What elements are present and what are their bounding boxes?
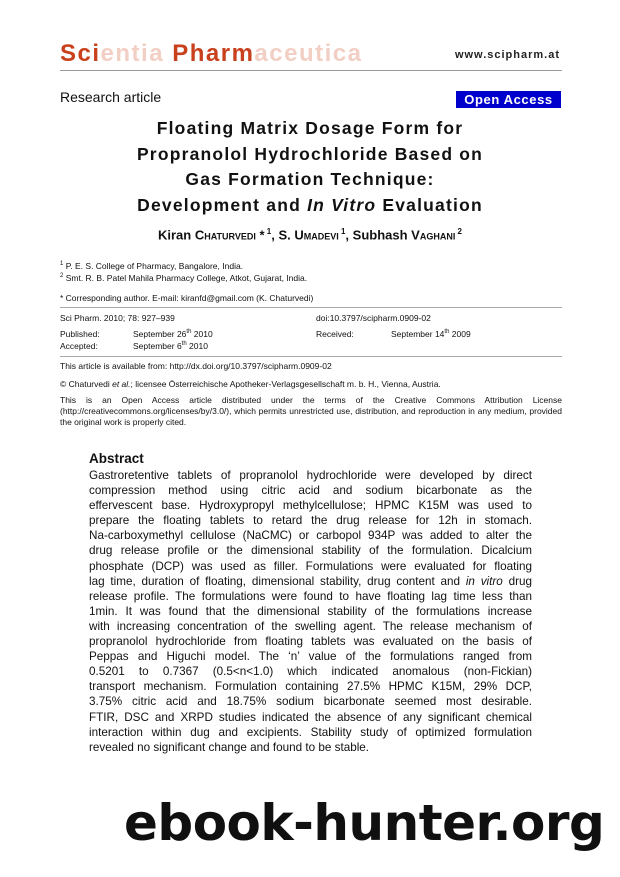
copyright-start: © Chaturvedi [60,379,113,389]
copyright-end: ; licensee Österreichische Apotheker-Verlagsgesellschaft m. b. H., Vienna, Austria. [130,379,441,389]
published-date [133,329,213,339]
logo-part-pharm: Pharm [172,40,255,67]
abstract-line: phosphate (DCP) was used as filler. Formulations were evaluated for floating [89,559,532,573]
published-ordinal: th [186,329,192,336]
journal-masthead [60,40,562,71]
author-1-first: Kiran [157,227,195,243]
corresponding-author: * Corresponding author. E-mail: kiranfd@gmail.com (K. Chaturvedi) [60,293,314,303]
abstract-line: compression method using citric acid and sodium bicarbonate as the [89,484,532,498]
abstract-line: Na-carboxymethyl cellulose (NaCMC) or carbopol 934P was added to alter the [89,529,532,543]
availability-statement[interactable]: This article is available from: http://dx.doi.org/10.3797/scipharm.0909-02 [60,361,332,371]
received-year: 2009 [449,329,471,339]
journal-website-link[interactable]: www.scipharm.at [454,49,560,61]
affiliation-1 [60,261,243,271]
copyright-et-al: et al. [112,379,131,389]
abstract-heading: Abstract [89,451,144,466]
published-day: September 26 [133,329,187,339]
abstract-line: 1min. It was found that the dimensional stability of the formulations increase [89,604,532,618]
affiliation-2-text: Smt. R. B. Patel Mahila Pharmacy College, Atkot, Gujarat, India. [63,273,308,283]
logo-part-entia: entia [100,40,173,67]
article-title [90,116,530,218]
published-year: 2010 [191,329,213,339]
title-line-4-end: Evaluation [376,194,483,215]
abstract-line: Peppas and Higuchi model. The ‘n’ value of the formulations ranged from [89,650,532,664]
accepted-ordinal: th [181,341,187,348]
abstract-line: effervescent base. Hydroxypropyl methylcellulose; HPMC K15M was used to [89,499,532,513]
published-label: Published: [60,329,100,339]
received-ordinal: th [444,329,450,336]
author-1-last: Chaturvedi [194,227,256,243]
open-access-badge: Open Access [456,91,561,108]
received-label: Received: [316,329,354,339]
author-1-affiliation-ref: 1 [264,227,272,236]
logo-part-aceutica: aceutica [254,40,363,67]
article-type-label: Research article [60,89,162,105]
title-line-4 [90,193,530,219]
divider-bottom [60,356,562,357]
abstract-in-vitro: in vitro [465,574,503,588]
abstract-line: Gastroretentive tablets of propranolol hydrochloride were developed by direct [89,469,532,482]
abstract-line: with increasing concentration of the swelling agent. The release mechanism of [89,619,532,633]
abstract-line: 3.75% citric acid and 18.75% sodium bicarbonate seemed most desirable. [89,695,532,709]
accepted-label: Accepted: [60,341,98,351]
title-in-vitro: In Vitro [307,194,377,215]
title-line-4-start: Development and [137,194,308,215]
title-line-1: Floating Matrix Dosage Form for [156,118,464,138]
title-line-2: Propranolol Hydrochloride Based on [136,143,484,164]
copyright-line [60,379,441,389]
license-statement: This is an Open Access article distributed under the terms of the Creative Commons Attribution License (http://creativecommons.org/licenses/by/3.0/), which permits unrestricted use, distribution, and reproduction in any medium, provided the original work is properly cited. [60,395,562,427]
received-date [391,329,471,339]
affiliation-2 [60,273,307,283]
abstract-line: transport mechanism. Formulation containing 27.5% HPMC K15M, 29% DCP, [89,680,532,694]
author-2-last: Umadevi [294,227,339,243]
abstract-line: FTIR, DSC and XRPD studies indicated the absence of any significant chemical [89,710,532,724]
author-separator-1: , S. [271,227,295,243]
abstract-line: release profile. The formulations were found to have floating lag time less than [89,589,532,603]
abstract-line: prepare the floating tablets to retard the drug release for 12h in stomach. [89,514,532,528]
accepted-day: September 6 [133,341,182,351]
abstract-line: interaction within dug and excipients. Stability study of optimized formulation [89,725,532,739]
watermark: ebook-hunter.org [124,794,605,852]
abstract-line-in-vitro-start: lag time, duration of floating, dimensional stability, drug content and [89,574,466,588]
author-3-affiliation-ref: 2 [455,227,462,236]
author-3-last: Vaghani [411,227,456,243]
title-line-3: Gas Formation Technique: [185,169,435,189]
abstract-line: propranolol hydrochloride from floating tablets was evaluated on the basis of [89,635,532,649]
affiliation-1-number: 1 [60,261,64,268]
logo-part-sci: Sci [60,40,101,67]
abstract-line-in-vitro-end: drug [502,574,532,588]
abstract-line: 0.5201 to 0.7367 (0.5<n<1.0) which indicated anomalous (non-Fickian) [89,665,532,679]
author-list [60,227,560,242]
divider-top [60,307,562,308]
accepted-date [133,341,208,351]
accepted-year: 2010 [186,341,208,351]
corresponding-marker: * [255,227,265,243]
abstract-body [89,468,532,755]
author-separator-2: , Subhash [345,227,412,243]
received-day: September 14 [391,329,445,339]
author-2-affiliation-ref: 1 [338,227,346,236]
abstract-line-in-vitro [89,574,532,589]
doi: doi:10.3797/scipharm.0909-02 [316,313,431,323]
affiliation-1-text: P. E. S. College of Pharmacy, Bangalore, India. [63,261,244,271]
abstract-line: revealed no significant change and found to be stable. [89,740,370,754]
journal-logo [60,40,362,68]
abstract-line: drug release profile or the dimensional stability of the formulation. Dicalcium [89,544,532,558]
citation: Sci Pharm. 2010; 78: 927–939 [60,313,175,323]
affiliation-2-number: 2 [60,273,64,280]
